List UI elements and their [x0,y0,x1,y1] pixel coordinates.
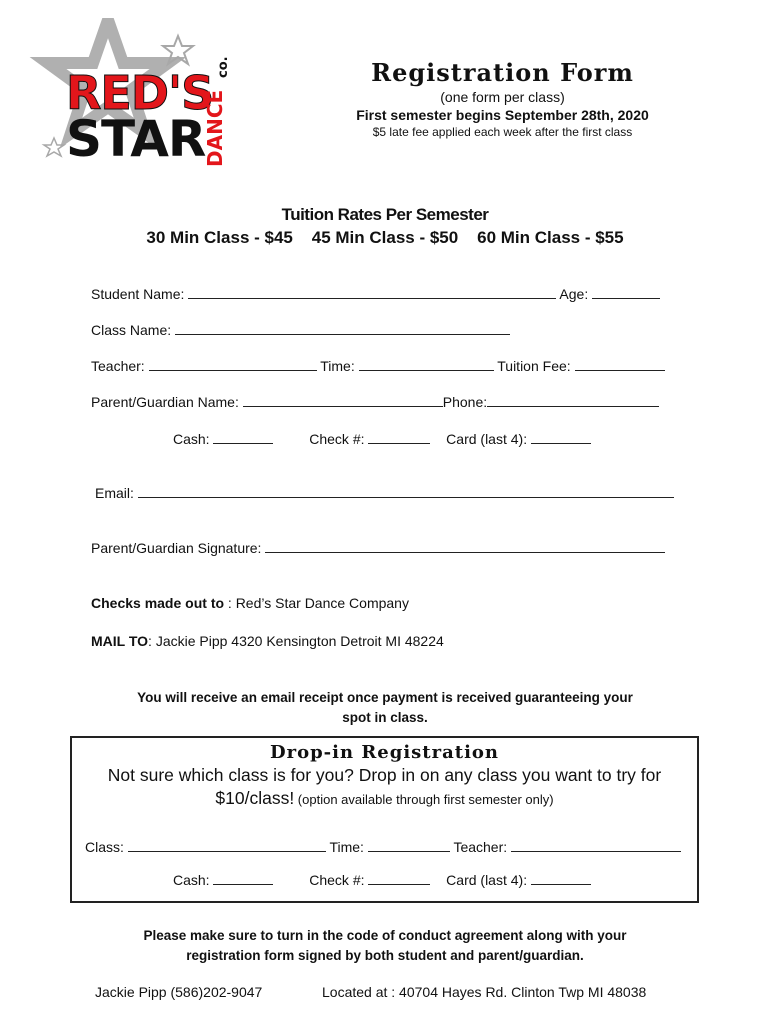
signature-row [91,540,665,556]
semester-start: First semester begins September 28th, 2020 [356,107,649,123]
mail-value: : Jackie Pipp 4320 Kensington Detroit MI 48224 [148,633,444,649]
time-field[interactable] [359,358,494,371]
footer-location: Located at : 40704 Hayes Rd. Clinton Twp MI 48038 [322,984,647,1000]
class-name-field[interactable] [175,322,510,335]
email-field[interactable] [138,485,674,498]
card-label: Card (last 4): [446,431,528,447]
logo-star-text: STAR [66,110,206,168]
dropin-price: $10/class! [215,788,295,808]
dropin-title: Drop-in Registration [269,742,500,763]
page-title: Registration Form [371,58,634,87]
age-field[interactable] [592,286,660,299]
email-label: Email: [95,485,134,501]
dropin-note: (option available through first semester only) [294,792,554,807]
payment-method-row [173,431,591,447]
dropin-class-row [85,839,681,855]
dropin-teacher-label: Teacher: [453,839,508,855]
logo-co-text: co. [216,56,231,78]
subtitle: (one form per class) [440,89,565,105]
logo-dance-text: DANCE [203,89,227,167]
signature-label: Parent/Guardian Signature: [91,540,262,556]
signature-field[interactable] [265,540,665,553]
cash-label: Cash: [173,431,210,447]
class-name-row [91,322,510,338]
student-name-row [91,286,660,302]
checks-payable [91,595,409,611]
check-label: Check #: [309,431,365,447]
check-field[interactable] [368,431,430,444]
conduct-note-line2: registration form signed by both student and parent/guardian. [186,948,584,963]
checks-label: Checks made out to [91,595,225,611]
footer-contact: Jackie Pipp (586)202-9047 [95,984,263,1000]
student-name-field[interactable] [188,286,556,299]
dropin-class-label: Class: [85,839,124,855]
class-name-label: Class Name: [91,322,172,338]
dropin-check-label: Check #: [309,872,365,888]
email-row [95,485,674,501]
phone-label: Phone: [442,394,488,410]
mail-label: MAIL TO [91,633,149,649]
cash-field[interactable] [213,431,273,444]
parent-name-field[interactable] [243,394,443,407]
receipt-note-line2: spot in class. [342,710,428,725]
teacher-label: Teacher: [91,358,145,374]
tuition-rates: 30 Min Class - $45 45 Min Class - $50 60 Min Class - $55 [146,228,624,247]
dropin-check-field[interactable] [368,872,430,885]
dropin-card-field[interactable] [531,872,591,885]
student-name-label: Student Name: [91,286,185,302]
parent-name-label: Parent/Guardian Name: [91,394,239,410]
logo-dance-wrap [203,89,229,167]
dropin-cash-field[interactable] [213,872,273,885]
dropin-payment-row [173,872,591,888]
conduct-note-line1: Please make sure to turn in the code of conduct agreement along with your [143,928,627,943]
dropin-cash-label: Cash: [173,872,210,888]
dropin-time-label: Time: [329,839,364,855]
checks-value: : Red’s Star Dance Company [224,595,409,611]
parent-row [91,394,659,410]
dropin-class-field[interactable] [128,839,326,852]
phone-field[interactable] [487,394,659,407]
mail-to [91,633,444,649]
late-fee-note: $5 late fee applied each week after the first class [372,125,633,139]
dropin-teacher-field[interactable] [511,839,681,852]
dropin-time-field[interactable] [368,839,450,852]
dropin-price-row [70,788,699,809]
tuition-heading: Tuition Rates Per Semester [281,205,489,224]
dropin-card-label: Card (last 4): [446,872,528,888]
tuition-fee-label: Tuition Fee: [497,358,571,374]
teacher-row [91,358,665,374]
receipt-note-line1: You will receive an email receipt once payment is received guaranteeing your [137,690,633,705]
card-field[interactable] [531,431,591,444]
logo-reds-text: RED'S [66,66,214,120]
teacher-field[interactable] [149,358,317,371]
dropin-line1: Not sure which class is for you? Drop in on any class you want to try for [107,765,662,785]
age-label: Age: [559,286,589,302]
receipt-note [70,688,700,728]
conduct-note [70,926,700,966]
tuition-fee-field[interactable] [575,358,665,371]
time-label: Time: [320,358,355,374]
